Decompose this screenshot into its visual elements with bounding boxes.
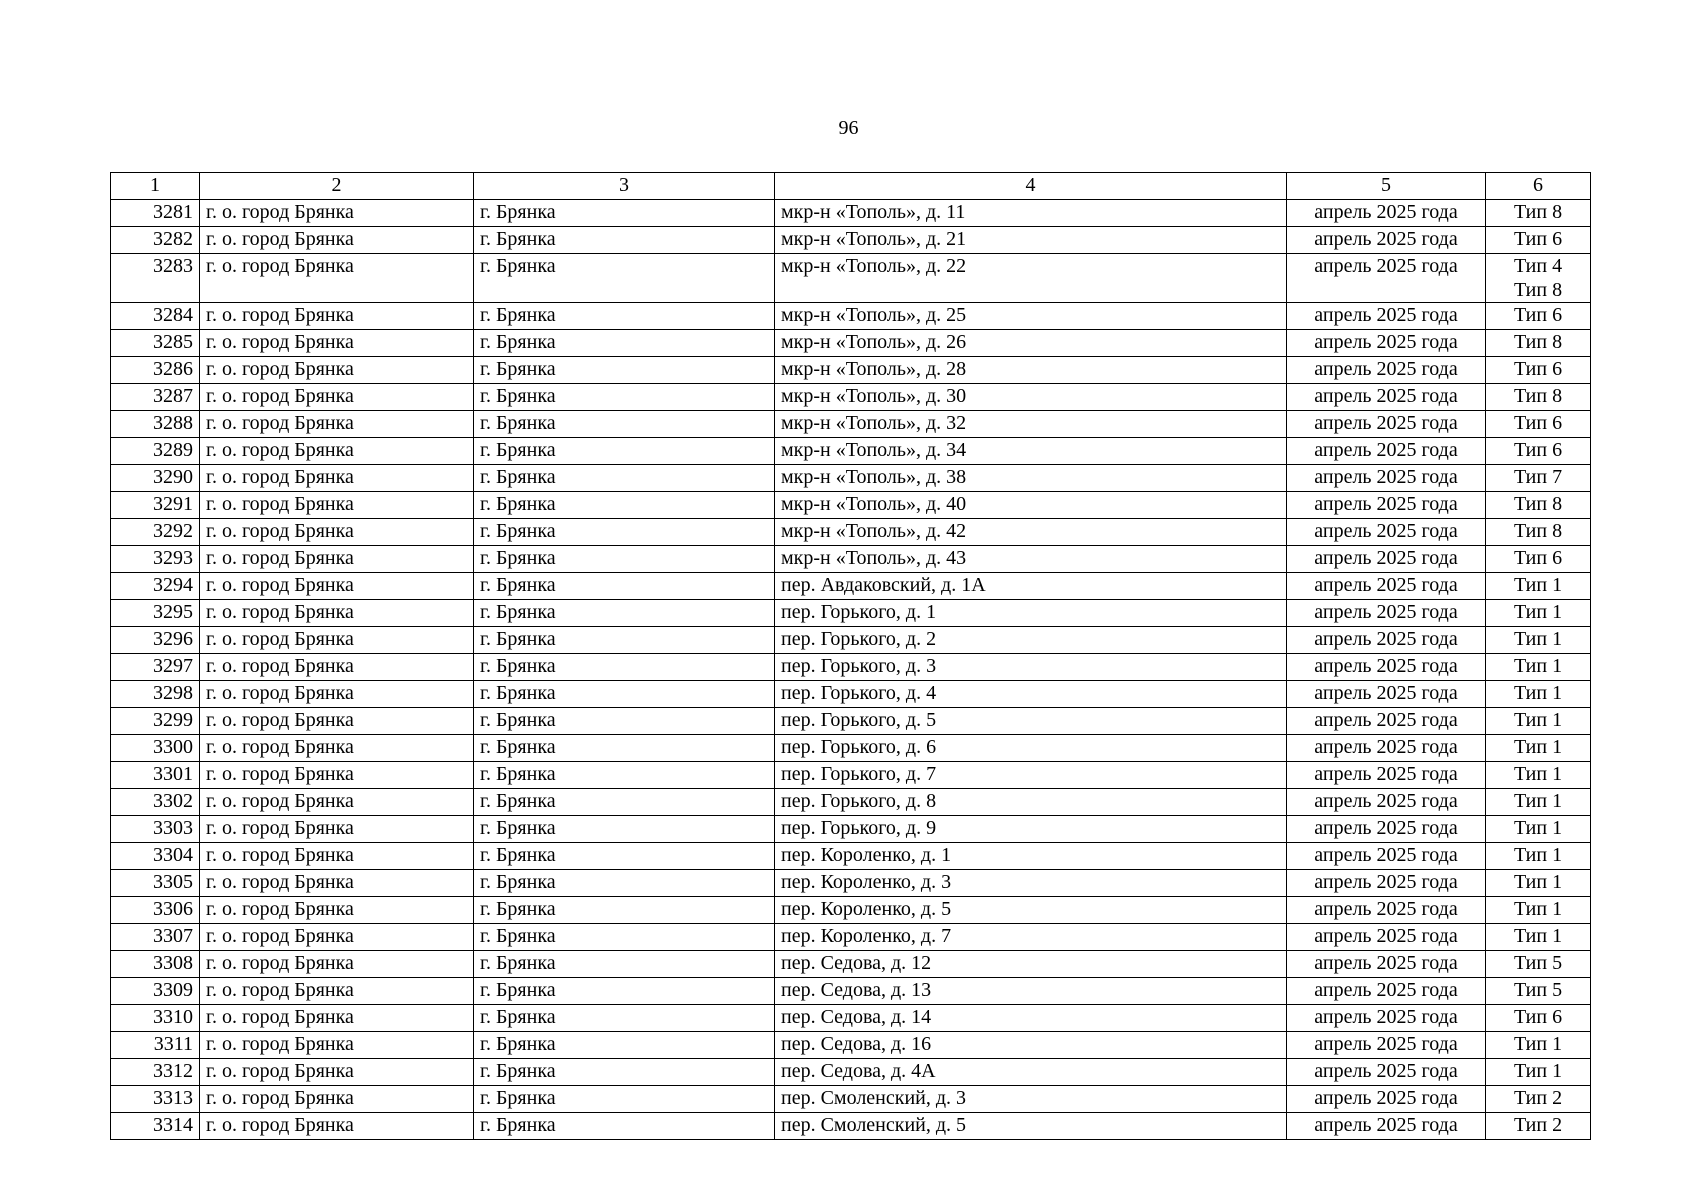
table-row xyxy=(111,708,1591,735)
table-row xyxy=(111,546,1591,573)
table-row xyxy=(111,330,1591,357)
address-cell: мкр-н «Тополь», д. 21 xyxy=(775,227,1287,254)
row-number-cell: 3311 xyxy=(111,1032,200,1059)
type-cell xyxy=(1486,200,1591,227)
type-cell xyxy=(1486,1032,1591,1059)
type-cell xyxy=(1486,384,1591,411)
header-row xyxy=(111,173,1591,200)
address-cell: пер. Горького, д. 2 xyxy=(775,627,1287,654)
row-number-cell: 3305 xyxy=(111,870,200,897)
city-cell: г. Брянка xyxy=(474,600,775,627)
city-cell: г. Брянка xyxy=(474,465,775,492)
date-cell: апрель 2025 года xyxy=(1287,1032,1486,1059)
type-cell xyxy=(1486,924,1591,951)
type-cell xyxy=(1486,1113,1591,1140)
type-label: Тип 1 xyxy=(1513,763,1563,785)
type-label: Тип 6 xyxy=(1513,412,1563,434)
table-row xyxy=(111,1005,1591,1032)
district-cell: г. о. город Брянка xyxy=(200,816,474,843)
date-cell: апрель 2025 года xyxy=(1287,303,1486,330)
district-cell: г. о. город Брянка xyxy=(200,924,474,951)
table-row xyxy=(111,1032,1591,1059)
city-cell: г. Брянка xyxy=(474,789,775,816)
date-cell: апрель 2025 года xyxy=(1287,200,1486,227)
type-cell xyxy=(1486,492,1591,519)
row-number-cell: 3307 xyxy=(111,924,200,951)
date-cell: апрель 2025 года xyxy=(1287,573,1486,600)
address-cell: пер. Горького, д. 7 xyxy=(775,762,1287,789)
city-cell: г. Брянка xyxy=(474,1059,775,1086)
district-cell: г. о. город Брянка xyxy=(200,330,474,357)
address-cell: пер. Короленко, д. 7 xyxy=(775,924,1287,951)
address-cell: пер. Горького, д. 5 xyxy=(775,708,1287,735)
date-cell: апрель 2025 года xyxy=(1287,600,1486,627)
type-label: Тип 6 xyxy=(1513,358,1563,380)
type-label: Тип 1 xyxy=(1513,709,1563,731)
type-cell xyxy=(1486,762,1591,789)
date-cell: апрель 2025 года xyxy=(1287,546,1486,573)
date-cell: апрель 2025 года xyxy=(1287,735,1486,762)
table-row xyxy=(111,600,1591,627)
address-cell: пер. Седова, д. 16 xyxy=(775,1032,1287,1059)
city-cell: г. Брянка xyxy=(474,951,775,978)
table-row xyxy=(111,627,1591,654)
type-label: Тип 1 xyxy=(1513,682,1563,704)
address-cell: мкр-н «Тополь», д. 28 xyxy=(775,357,1287,384)
row-number-cell: 3306 xyxy=(111,897,200,924)
district-cell: г. о. город Брянка xyxy=(200,1113,474,1140)
city-cell: г. Брянка xyxy=(474,384,775,411)
table-row xyxy=(111,254,1591,303)
city-cell: г. Брянка xyxy=(474,200,775,227)
district-cell: г. о. город Брянка xyxy=(200,897,474,924)
district-cell: г. о. город Брянка xyxy=(200,708,474,735)
table-row xyxy=(111,492,1591,519)
district-cell: г. о. город Брянка xyxy=(200,978,474,1005)
date-cell: апрель 2025 года xyxy=(1287,924,1486,951)
address-cell: мкр-н «Тополь», д. 22 xyxy=(775,254,1287,303)
date-cell: апрель 2025 года xyxy=(1287,681,1486,708)
address-cell: мкр-н «Тополь», д. 25 xyxy=(775,303,1287,330)
type-label: Тип 6 xyxy=(1513,1006,1563,1028)
table-row xyxy=(111,519,1591,546)
type-label: Тип 1 xyxy=(1513,871,1563,893)
date-cell: апрель 2025 года xyxy=(1287,465,1486,492)
city-cell: г. Брянка xyxy=(474,254,775,303)
city-cell: г. Брянка xyxy=(474,573,775,600)
type-cell xyxy=(1486,951,1591,978)
address-cell: пер. Короленко, д. 1 xyxy=(775,843,1287,870)
address-cell: пер. Короленко, д. 5 xyxy=(775,897,1287,924)
row-number-cell: 3285 xyxy=(111,330,200,357)
table-body xyxy=(111,200,1591,1140)
address-cell: пер. Короленко, д. 3 xyxy=(775,870,1287,897)
date-cell: апрель 2025 года xyxy=(1287,1086,1486,1113)
date-cell: апрель 2025 года xyxy=(1287,1113,1486,1140)
type-cell xyxy=(1486,627,1591,654)
type-cell xyxy=(1486,1059,1591,1086)
address-cell: пер. Горького, д. 8 xyxy=(775,789,1287,816)
date-cell: апрель 2025 года xyxy=(1287,627,1486,654)
type-cell xyxy=(1486,897,1591,924)
district-cell: г. о. город Брянка xyxy=(200,627,474,654)
address-cell: мкр-н «Тополь», д. 26 xyxy=(775,330,1287,357)
row-number-cell: 3310 xyxy=(111,1005,200,1032)
table-row xyxy=(111,411,1591,438)
city-cell: г. Брянка xyxy=(474,816,775,843)
table-row xyxy=(111,1113,1591,1140)
address-cell: пер. Горького, д. 1 xyxy=(775,600,1287,627)
type-label: Тип 4 xyxy=(1513,255,1563,277)
date-cell: апрель 2025 года xyxy=(1287,897,1486,924)
district-cell: г. о. город Брянка xyxy=(200,546,474,573)
page-number: 96 xyxy=(838,117,859,139)
table-row xyxy=(111,227,1591,254)
type-label: Тип 8 xyxy=(1513,493,1563,515)
row-number-cell: 3289 xyxy=(111,438,200,465)
district-cell: г. о. город Брянка xyxy=(200,735,474,762)
city-cell: г. Брянка xyxy=(474,1086,775,1113)
district-cell: г. о. город Брянка xyxy=(200,1059,474,1086)
address-cell: пер. Седова, д. 4А xyxy=(775,1059,1287,1086)
type-label: Тип 8 xyxy=(1513,385,1563,407)
table-row xyxy=(111,843,1591,870)
row-number-cell: 3290 xyxy=(111,465,200,492)
type-label: Тип 2 xyxy=(1513,1114,1563,1136)
type-cell xyxy=(1486,303,1591,330)
type-label: Тип 5 xyxy=(1513,979,1563,1001)
table-row xyxy=(111,357,1591,384)
type-cell xyxy=(1486,1086,1591,1113)
table-row xyxy=(111,654,1591,681)
type-cell xyxy=(1486,519,1591,546)
table-row xyxy=(111,438,1591,465)
city-cell: г. Брянка xyxy=(474,227,775,254)
address-cell: пер. Горького, д. 3 xyxy=(775,654,1287,681)
type-cell xyxy=(1486,978,1591,1005)
row-number-cell: 3291 xyxy=(111,492,200,519)
row-number-cell: 3293 xyxy=(111,546,200,573)
city-cell: г. Брянка xyxy=(474,357,775,384)
table-row xyxy=(111,762,1591,789)
column-header-2: 2 xyxy=(200,173,474,200)
row-number-cell: 3292 xyxy=(111,519,200,546)
district-cell: г. о. город Брянка xyxy=(200,654,474,681)
row-number-cell: 3303 xyxy=(111,816,200,843)
address-cell: мкр-н «Тополь», д. 30 xyxy=(775,384,1287,411)
type-cell xyxy=(1486,816,1591,843)
data-table xyxy=(110,172,1591,1140)
table-row xyxy=(111,735,1591,762)
type-cell xyxy=(1486,708,1591,735)
column-header-6: 6 xyxy=(1486,173,1591,200)
address-cell: пер. Горького, д. 6 xyxy=(775,735,1287,762)
city-cell: г. Брянка xyxy=(474,978,775,1005)
city-cell: г. Брянка xyxy=(474,411,775,438)
table-row xyxy=(111,870,1591,897)
district-cell: г. о. город Брянка xyxy=(200,411,474,438)
type-label: Тип 6 xyxy=(1513,304,1563,326)
city-cell: г. Брянка xyxy=(474,735,775,762)
date-cell: апрель 2025 года xyxy=(1287,1059,1486,1086)
address-cell: мкр-н «Тополь», д. 32 xyxy=(775,411,1287,438)
city-cell: г. Брянка xyxy=(474,654,775,681)
type-label: Тип 1 xyxy=(1513,655,1563,677)
type-label: Тип 6 xyxy=(1513,228,1563,250)
district-cell: г. о. город Брянка xyxy=(200,951,474,978)
city-cell: г. Брянка xyxy=(474,762,775,789)
row-number-cell: 3309 xyxy=(111,978,200,1005)
date-cell: апрель 2025 года xyxy=(1287,519,1486,546)
type-label: Тип 8 xyxy=(1513,279,1563,301)
district-cell: г. о. город Брянка xyxy=(200,600,474,627)
date-cell: апрель 2025 года xyxy=(1287,762,1486,789)
type-cell xyxy=(1486,254,1591,303)
district-cell: г. о. город Брянка xyxy=(200,254,474,303)
type-cell xyxy=(1486,735,1591,762)
type-cell xyxy=(1486,411,1591,438)
city-cell: г. Брянка xyxy=(474,681,775,708)
row-number-cell: 3286 xyxy=(111,357,200,384)
address-cell: пер. Седова, д. 12 xyxy=(775,951,1287,978)
district-cell: г. о. город Брянка xyxy=(200,492,474,519)
district-cell: г. о. город Брянка xyxy=(200,870,474,897)
type-cell xyxy=(1486,465,1591,492)
type-label: Тип 6 xyxy=(1513,547,1563,569)
address-cell: мкр-н «Тополь», д. 38 xyxy=(775,465,1287,492)
row-number-cell: 3313 xyxy=(111,1086,200,1113)
type-label: Тип 1 xyxy=(1513,898,1563,920)
type-cell xyxy=(1486,789,1591,816)
type-label: Тип 8 xyxy=(1513,520,1563,542)
city-cell: г. Брянка xyxy=(474,1113,775,1140)
table-row xyxy=(111,384,1591,411)
row-number-cell: 3283 xyxy=(111,254,200,303)
type-label: Тип 1 xyxy=(1513,790,1563,812)
district-cell: г. о. город Брянка xyxy=(200,1005,474,1032)
row-number-cell: 3299 xyxy=(111,708,200,735)
table-row xyxy=(111,465,1591,492)
type-label: Тип 2 xyxy=(1513,1087,1563,1109)
type-label: Тип 1 xyxy=(1513,925,1563,947)
city-cell: г. Брянка xyxy=(474,627,775,654)
district-cell: г. о. город Брянка xyxy=(200,227,474,254)
address-cell: мкр-н «Тополь», д. 11 xyxy=(775,200,1287,227)
date-cell: апрель 2025 года xyxy=(1287,654,1486,681)
district-cell: г. о. город Брянка xyxy=(200,1086,474,1113)
table-row xyxy=(111,897,1591,924)
date-cell: апрель 2025 года xyxy=(1287,254,1486,303)
type-cell xyxy=(1486,681,1591,708)
column-header-1: 1 xyxy=(111,173,200,200)
type-label: Тип 5 xyxy=(1513,952,1563,974)
city-cell: г. Брянка xyxy=(474,519,775,546)
address-cell: мкр-н «Тополь», д. 43 xyxy=(775,546,1287,573)
address-cell: пер. Смоленский, д. 5 xyxy=(775,1113,1287,1140)
address-cell: пер. Смоленский, д. 3 xyxy=(775,1086,1287,1113)
column-header-3: 3 xyxy=(474,173,775,200)
district-cell: г. о. город Брянка xyxy=(200,519,474,546)
address-cell: мкр-н «Тополь», д. 40 xyxy=(775,492,1287,519)
city-cell: г. Брянка xyxy=(474,870,775,897)
date-cell: апрель 2025 года xyxy=(1287,492,1486,519)
district-cell: г. о. город Брянка xyxy=(200,200,474,227)
district-cell: г. о. город Брянка xyxy=(200,843,474,870)
city-cell: г. Брянка xyxy=(474,330,775,357)
date-cell: апрель 2025 года xyxy=(1287,870,1486,897)
type-label: Тип 1 xyxy=(1513,844,1563,866)
district-cell: г. о. город Брянка xyxy=(200,762,474,789)
type-cell xyxy=(1486,654,1591,681)
type-cell xyxy=(1486,357,1591,384)
row-number-cell: 3281 xyxy=(111,200,200,227)
type-label: Тип 1 xyxy=(1513,601,1563,623)
row-number-cell: 3284 xyxy=(111,303,200,330)
type-label: Тип 6 xyxy=(1513,439,1563,461)
city-cell: г. Брянка xyxy=(474,546,775,573)
table-row xyxy=(111,1086,1591,1113)
type-cell xyxy=(1486,843,1591,870)
city-cell: г. Брянка xyxy=(474,438,775,465)
address-cell: мкр-н «Тополь», д. 42 xyxy=(775,519,1287,546)
table-row xyxy=(111,951,1591,978)
column-header-5: 5 xyxy=(1287,173,1486,200)
row-number-cell: 3296 xyxy=(111,627,200,654)
date-cell: апрель 2025 года xyxy=(1287,789,1486,816)
type-label: Тип 1 xyxy=(1513,736,1563,758)
city-cell: г. Брянка xyxy=(474,708,775,735)
city-cell: г. Брянка xyxy=(474,924,775,951)
type-label: Тип 1 xyxy=(1513,1033,1563,1055)
type-cell xyxy=(1486,870,1591,897)
column-header-4: 4 xyxy=(775,173,1287,200)
date-cell: апрель 2025 года xyxy=(1287,384,1486,411)
district-cell: г. о. город Брянка xyxy=(200,789,474,816)
row-number-cell: 3300 xyxy=(111,735,200,762)
type-cell xyxy=(1486,573,1591,600)
row-number-cell: 3304 xyxy=(111,843,200,870)
row-number-cell: 3288 xyxy=(111,411,200,438)
district-cell: г. о. город Брянка xyxy=(200,384,474,411)
city-cell: г. Брянка xyxy=(474,897,775,924)
date-cell: апрель 2025 года xyxy=(1287,816,1486,843)
type-cell xyxy=(1486,546,1591,573)
row-number-cell: 3282 xyxy=(111,227,200,254)
type-label: Тип 1 xyxy=(1513,574,1563,596)
type-label: Тип 1 xyxy=(1513,1060,1563,1082)
city-cell: г. Брянка xyxy=(474,843,775,870)
city-cell: г. Брянка xyxy=(474,303,775,330)
date-cell: апрель 2025 года xyxy=(1287,227,1486,254)
address-cell: мкр-н «Тополь», д. 34 xyxy=(775,438,1287,465)
date-cell: апрель 2025 года xyxy=(1287,843,1486,870)
address-cell: пер. Горького, д. 4 xyxy=(775,681,1287,708)
address-cell: пер. Авдаковский, д. 1А xyxy=(775,573,1287,600)
date-cell: апрель 2025 года xyxy=(1287,1005,1486,1032)
date-cell: апрель 2025 года xyxy=(1287,978,1486,1005)
district-cell: г. о. город Брянка xyxy=(200,681,474,708)
district-cell: г. о. город Брянка xyxy=(200,465,474,492)
row-number-cell: 3295 xyxy=(111,600,200,627)
type-label: Тип 8 xyxy=(1513,201,1563,223)
table-row xyxy=(111,789,1591,816)
date-cell: апрель 2025 года xyxy=(1287,951,1486,978)
city-cell: г. Брянка xyxy=(474,1032,775,1059)
type-cell xyxy=(1486,1005,1591,1032)
table-row xyxy=(111,978,1591,1005)
table-row xyxy=(111,573,1591,600)
type-cell xyxy=(1486,330,1591,357)
table-row xyxy=(111,200,1591,227)
row-number-cell: 3301 xyxy=(111,762,200,789)
date-cell: апрель 2025 года xyxy=(1287,357,1486,384)
district-cell: г. о. город Брянка xyxy=(200,357,474,384)
type-label: Тип 1 xyxy=(1513,628,1563,650)
type-label: Тип 8 xyxy=(1513,331,1563,353)
city-cell: г. Брянка xyxy=(474,1005,775,1032)
address-cell: пер. Седова, д. 13 xyxy=(775,978,1287,1005)
type-cell xyxy=(1486,227,1591,254)
address-cell: пер. Седова, д. 14 xyxy=(775,1005,1287,1032)
type-label: Тип 1 xyxy=(1513,817,1563,839)
city-cell: г. Брянка xyxy=(474,492,775,519)
row-number-cell: 3314 xyxy=(111,1113,200,1140)
type-label: Тип 7 xyxy=(1513,466,1563,488)
row-number-cell: 3294 xyxy=(111,573,200,600)
date-cell: апрель 2025 года xyxy=(1287,438,1486,465)
type-cell xyxy=(1486,438,1591,465)
table-row xyxy=(111,303,1591,330)
district-cell: г. о. город Брянка xyxy=(200,573,474,600)
date-cell: апрель 2025 года xyxy=(1287,411,1486,438)
row-number-cell: 3287 xyxy=(111,384,200,411)
row-number-cell: 3308 xyxy=(111,951,200,978)
row-number-cell: 3297 xyxy=(111,654,200,681)
table-row xyxy=(111,1059,1591,1086)
date-cell: апрель 2025 года xyxy=(1287,708,1486,735)
type-cell xyxy=(1486,600,1591,627)
district-cell: г. о. город Брянка xyxy=(200,1032,474,1059)
row-number-cell: 3312 xyxy=(111,1059,200,1086)
table-row xyxy=(111,924,1591,951)
district-cell: г. о. город Брянка xyxy=(200,303,474,330)
date-cell: апрель 2025 года xyxy=(1287,330,1486,357)
address-cell: пер. Горького, д. 9 xyxy=(775,816,1287,843)
row-number-cell: 3298 xyxy=(111,681,200,708)
table-row xyxy=(111,681,1591,708)
row-number-cell: 3302 xyxy=(111,789,200,816)
table-row xyxy=(111,816,1591,843)
district-cell: г. о. город Брянка xyxy=(200,438,474,465)
